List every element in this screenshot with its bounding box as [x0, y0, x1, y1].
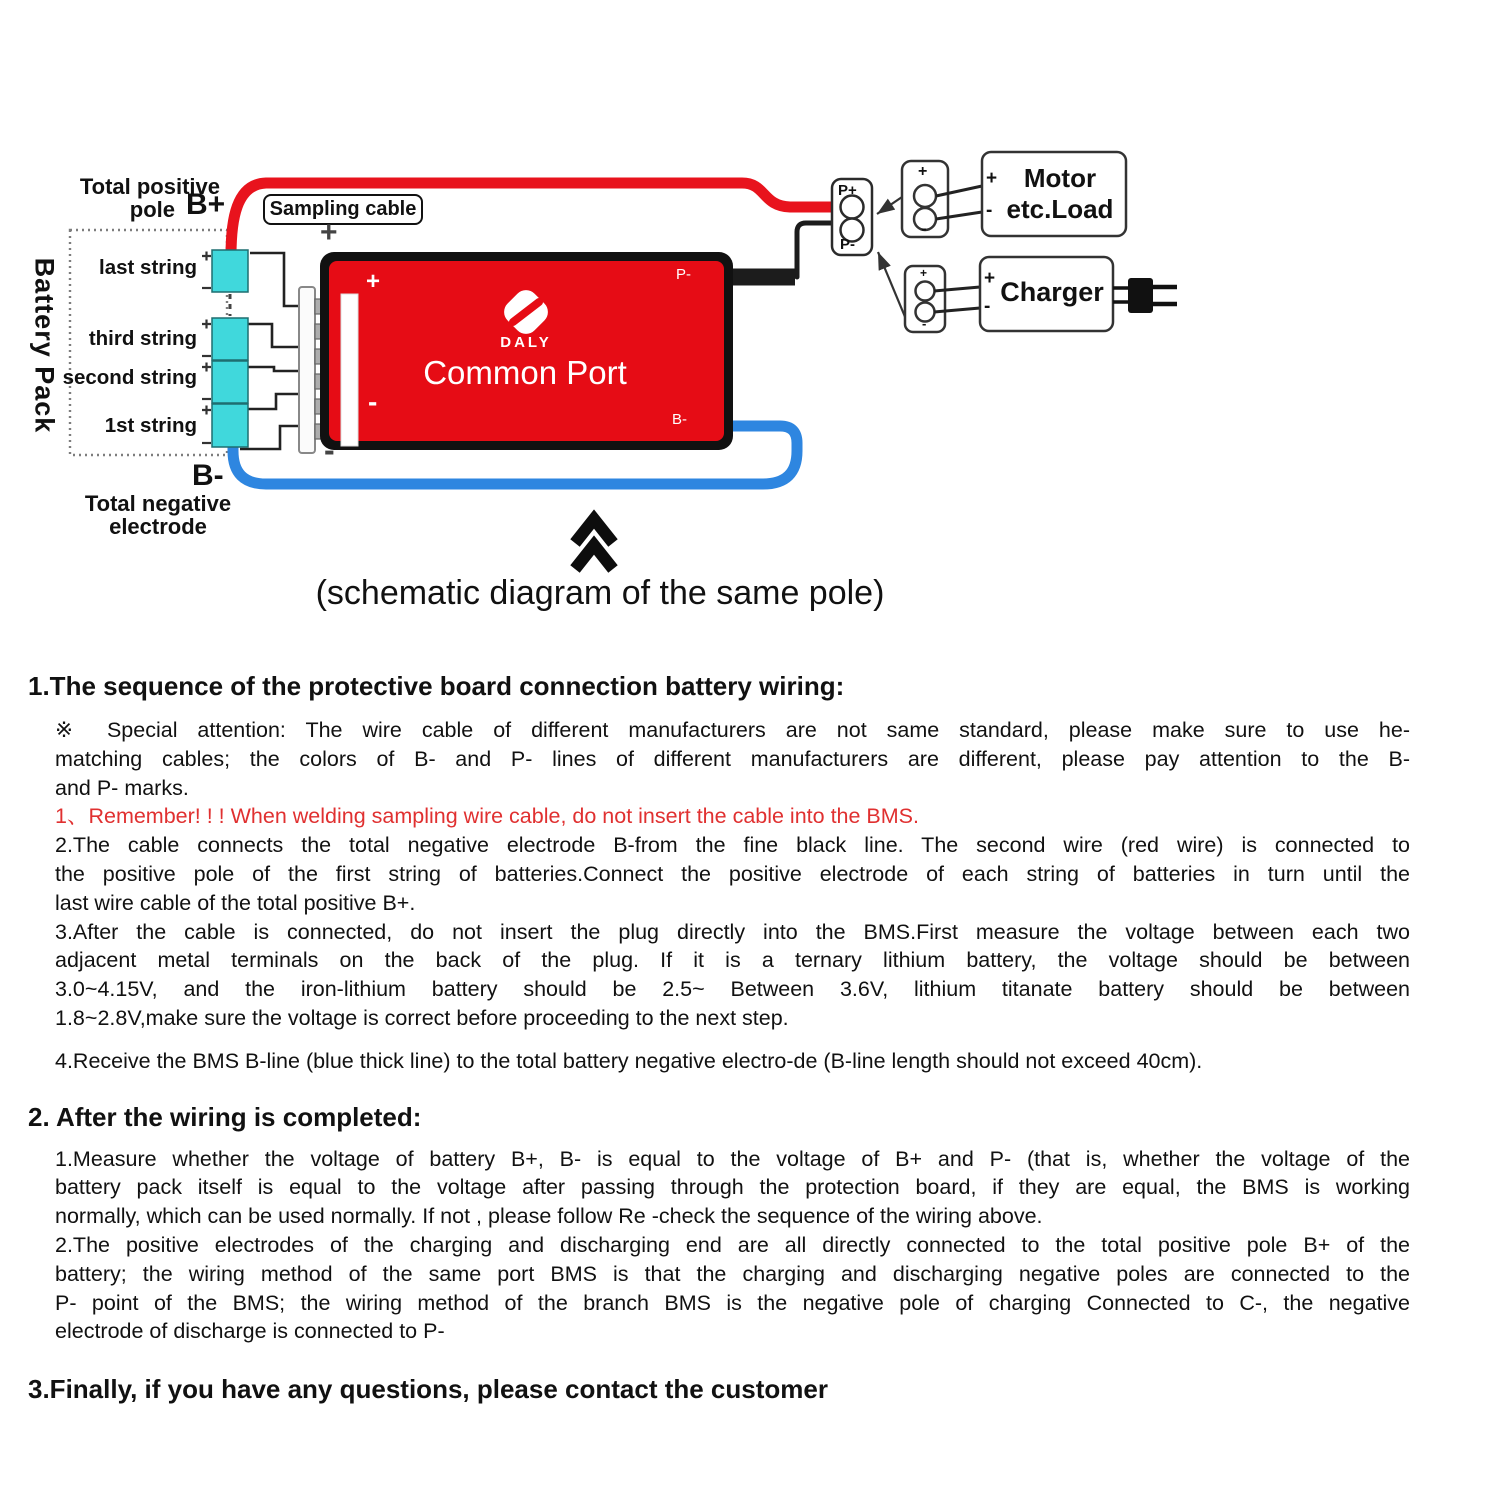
bms-brand: DALY	[500, 334, 552, 351]
step-3-line: 1.8~2.8V,make sure the voltage is correct before proceeding to the next step.	[55, 1005, 789, 1030]
sampling-wires	[240, 253, 300, 449]
bms-outer-plus: +	[320, 216, 338, 249]
battery-cells	[212, 250, 248, 447]
section-1-body	[28, 716, 1500, 1076]
string-label-last: last string	[99, 256, 197, 279]
b-plus-terminal-label: B+	[186, 188, 226, 221]
bms-outer-minus: -	[324, 432, 335, 468]
charger-minus: -	[984, 296, 991, 317]
section-1-heading: 1.The sequence of the protective board connection battery wiring:	[28, 671, 845, 701]
step-2-line: last wire cable of the total positive B+.	[55, 890, 416, 915]
special-attention-line: matching cables; the colors of B- and P- lines of different manufacturers are different, please pay attention to the B-	[55, 746, 1410, 771]
string-label-first: 1st string	[104, 414, 197, 437]
step-2-line: the positive pole of the first string of batteries.Connect the positive electrode of each string of batteries in turn until the	[55, 861, 1410, 886]
step-3-line: 3.After the cable is connected, do not insert the plug directly into the BMS.First measure the voltage between each two	[55, 919, 1410, 944]
total-positive-caption-line1: Total positive	[79, 174, 220, 199]
check-1-line: normally, which can be used normally. If not , please follow Re -check the sequence of the wiring above.	[55, 1204, 1043, 1229]
section-2-heading: 2. After the wiring is completed:	[28, 1101, 422, 1132]
section-2-body	[28, 1145, 1500, 1347]
string-label-second: second string	[62, 366, 197, 389]
total-negative-caption-line1: Total negative	[84, 491, 232, 516]
instructions	[0, 671, 1500, 1405]
motor-label-line2: etc.Load	[1006, 194, 1114, 224]
step-4-line: 4.Receive the BMS B-line (blue thick line) to the total battery negative electro-de (B-line length should not exceed 40cm).	[55, 1048, 1203, 1073]
output-p-minus-label: P-	[840, 236, 855, 253]
motor-label	[998, 163, 1122, 225]
plug-icon	[1113, 278, 1177, 313]
diagram-caption: (schematic diagram of the same pole)	[315, 574, 885, 612]
b-minus-terminal-label: B-	[192, 459, 224, 492]
motor-connector-box	[902, 161, 982, 237]
wiring-diagram	[0, 0, 1500, 645]
cell-polarity-marks	[202, 252, 211, 444]
bms-port-type: Common Port	[423, 354, 627, 391]
total-positive-caption-line2: pole	[129, 197, 175, 222]
p-minus-wire	[733, 223, 840, 277]
charger-connector-minus: -	[922, 316, 927, 331]
motor-label-line1: Motor	[1023, 163, 1097, 193]
chevron-up-icon	[575, 519, 613, 569]
motor-connector-minus: -	[921, 219, 927, 238]
charger-plus: +	[984, 268, 996, 289]
step-3-line: adjacent metal terminals on the back of the plug. If it is a ternary lithium battery, the voltage should be between	[55, 948, 1410, 973]
check-1-line: 1.Measure whether the voltage of battery B+, B- is equal to the voltage of B+ and P- (that is, whether the voltage of the	[55, 1146, 1410, 1171]
section-3-heading: 3.Finally, if you have any questions, please contact the customer	[28, 1374, 828, 1405]
special-attention-line: and P- marks.	[55, 775, 189, 800]
motor-connector-plus: +	[918, 163, 928, 180]
charger-label: Charger	[1000, 277, 1104, 307]
check-2-line: battery; the wiring method of the same port BMS is that the charging and discharging negative poles are connected to the	[55, 1261, 1410, 1286]
motor-minus: -	[986, 200, 993, 221]
step-3-line: 3.0~4.15V, and the iron-lithium battery should be 2.5~ Between 3.6V, lithium titanate battery should be between	[55, 977, 1410, 1002]
bms-pad-plus: +	[366, 268, 381, 295]
bms-p-minus-terminal: P-	[676, 266, 691, 283]
total-negative-caption	[78, 492, 238, 538]
bms-b-minus-terminal: B-	[672, 411, 687, 428]
bms-pad-minus: -	[368, 386, 378, 417]
check-2-line: electrode of discharge is connected to P-	[55, 1319, 445, 1344]
warning-text: 1、Remember! ! ! When welding sampling wire cable, do not insert the cable into the BMS.	[55, 804, 919, 829]
step-2-line: 2.The cable connects the total negative electrode B-from the fine black line. The second wire (red wire) is connected to	[55, 833, 1410, 858]
check-2-line: P- point of the BMS; the wiring method of the branch BMS is the negative pole of charging Connected to C-, the negative	[55, 1290, 1410, 1315]
output-p-plus-label: P+	[838, 182, 857, 199]
battery-pack-label: Battery Pack	[29, 257, 60, 434]
check-1-line: battery pack itself is equal to the voltage after passing through the protection board, if they are equal, the BMS is working	[55, 1175, 1410, 1200]
check-2-line: 2.The positive electrodes of the charging and discharging end are all directly connected to the total positive pole B+ of the	[55, 1232, 1410, 1257]
charger-connector-plus: +	[920, 266, 928, 280]
motor-plus: +	[986, 168, 998, 189]
string-label-third: third string	[88, 327, 197, 350]
charger-connector-box	[905, 266, 980, 332]
special-attention-line: ※ Special attention: The wire cable of different manufacturers are not same standard, please make sure to use he-	[55, 718, 1410, 742]
sampling-cable-label: Sampling cable	[263, 194, 423, 225]
wiring-diagram-graphics	[0, 0, 1500, 645]
total-negative-caption-line2: electrode	[109, 514, 207, 539]
